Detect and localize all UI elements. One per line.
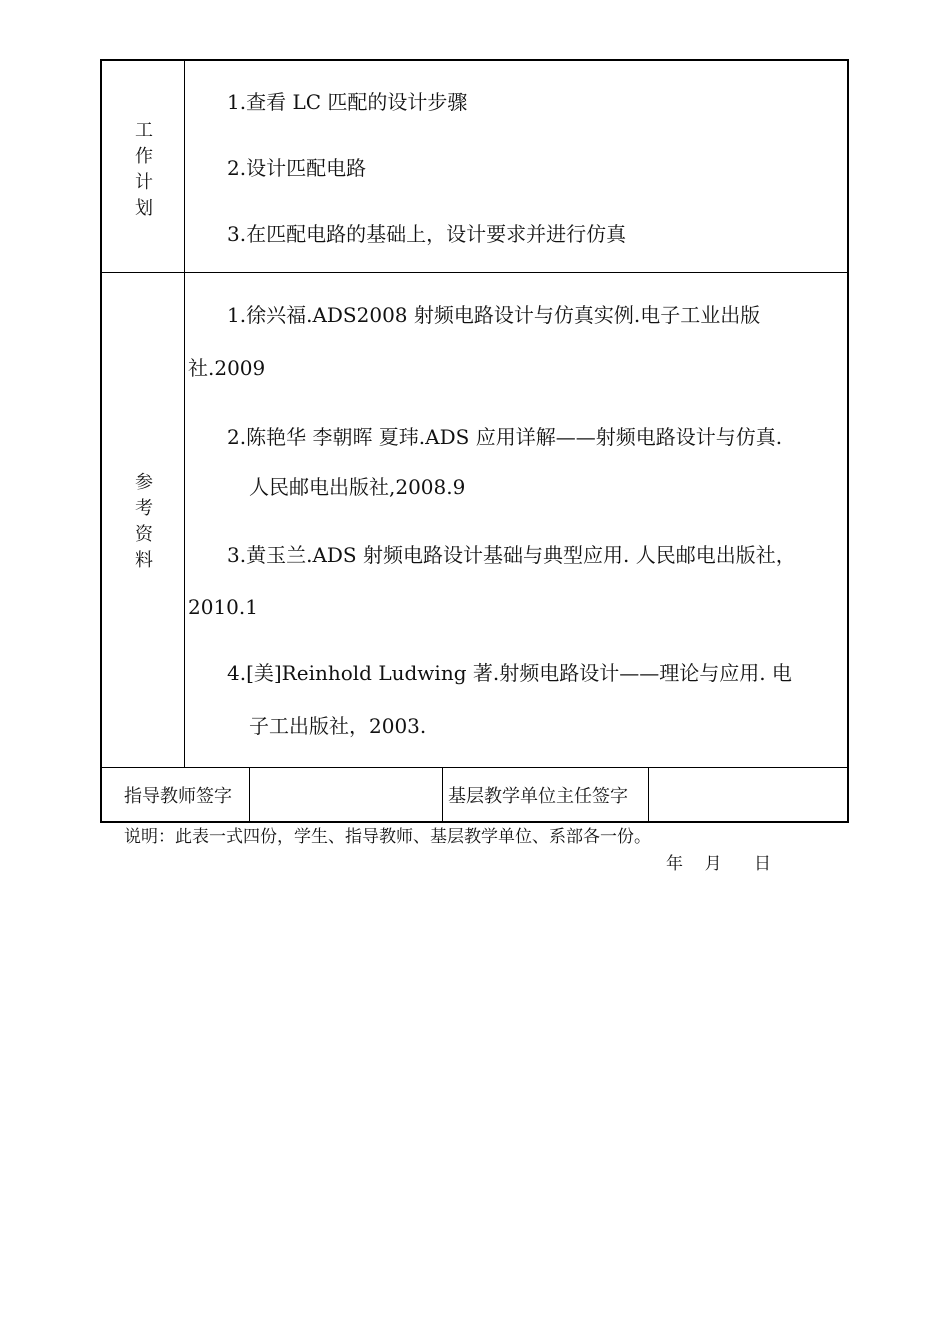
form-note: 说明：此表一式四份，学生、指导教师、基层教学单位、系部各一份。 — [124, 827, 651, 847]
advisor-signature-field[interactable] — [252, 785, 438, 809]
label-char: 工 — [135, 120, 153, 141]
column-divider — [249, 767, 250, 823]
date-line: 年 月 日 — [666, 854, 772, 874]
column-divider — [648, 767, 649, 823]
work-plan-label — [124, 118, 164, 222]
work-plan-item: 1.查看 LC 匹配的设计步骤 — [227, 90, 468, 114]
reference-line: 1.徐兴福.ADS2008 射频电路设计与仿真实例.电子工业出版 — [227, 303, 761, 327]
label-char: 资 — [135, 524, 153, 545]
reference-line: 2.陈艳华 李朝晖 夏玮.ADS 应用详解——射频电路设计与仿真. — [227, 425, 783, 449]
references-label — [124, 470, 164, 574]
reference-line: 4.[美]Reinhold Ludwing 著.射频电路设计——理论与应用. 电 — [227, 661, 792, 685]
reference-line: 3.黄玉兰.ADS 射频电路设计基础与典型应用. 人民邮电出版社， — [227, 543, 796, 567]
reference-line: 子工出版社，2003. — [249, 714, 427, 738]
row-divider — [100, 272, 849, 273]
column-divider — [442, 767, 443, 823]
work-plan-item: 2.设计匹配电路 — [227, 156, 367, 180]
label-char: 考 — [135, 498, 153, 519]
label-char: 料 — [135, 550, 153, 571]
row-divider — [100, 767, 849, 768]
director-signature-field[interactable] — [652, 785, 844, 809]
advisor-signature-label: 指导教师签字 — [124, 786, 232, 807]
reference-line: 社.2009 — [188, 356, 266, 380]
label-char: 划 — [135, 198, 153, 219]
label-char: 参 — [135, 472, 153, 493]
reference-line: 人民邮电出版社,2008.9 — [249, 475, 466, 499]
work-plan-item: 3.在匹配电路的基础上，设计要求并进行仿真 — [227, 222, 627, 246]
label-char: 计 — [135, 172, 153, 193]
column-divider — [184, 59, 185, 767]
director-signature-label: 基层教学单位主任签字 — [448, 786, 628, 807]
reference-line: 2010.1 — [188, 595, 258, 619]
label-char: 作 — [135, 146, 153, 167]
